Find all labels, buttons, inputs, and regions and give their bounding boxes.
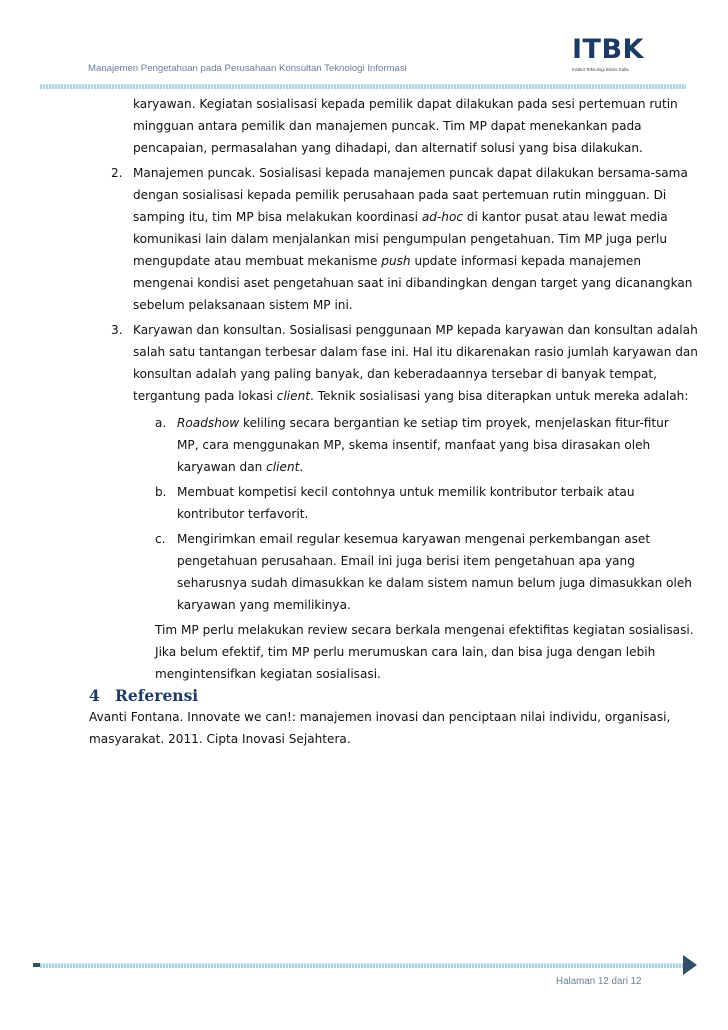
- section-title: Referensi: [115, 686, 199, 705]
- reference-line: masyarakat. 2011. Cipta Inovasi Sejahtera.: [89, 732, 351, 746]
- paragraph-line: dengan sosialisasi kepada pemilik perusahaan pada saat pertemuan rutin mingguan. Di: [133, 188, 667, 202]
- paragraph-line: [133, 386, 688, 408]
- running-header-title: Manajemen Pengetahuan pada Perusahaan Konsultan Teknologi Informasi: [88, 63, 407, 74]
- list-letter: b.: [155, 485, 167, 499]
- section-number: 4: [89, 686, 100, 705]
- footer-rule-cap: [33, 963, 40, 967]
- footer-rule: [40, 963, 686, 968]
- italic-term: client: [276, 389, 311, 403]
- list-number: 2.: [111, 166, 123, 180]
- paragraph-line: mingguan antara pemilik dan manajemen puncak. Tim MP dapat menekankan pada: [133, 119, 642, 133]
- text-span: keliling secara bergantian ke setiap tim proyek, menjelaskan fitur-fitur: [239, 416, 669, 430]
- paragraph-line: konsultan adalah yang paling banyak, dan keberadaannya tersebar di banyak tempat,: [133, 367, 657, 381]
- italic-term: Roadshow: [177, 416, 240, 430]
- paragraph-line: pengetahuan perusahaan. Email ini juga berisi item pengetahuan apa yang: [177, 554, 635, 568]
- text-span: karyawan dan: [177, 460, 267, 474]
- paragraph-line: pencapaian, permasalahan yang dihadapi, dan alternatif solusi yang bisa dilakukan.: [133, 141, 643, 155]
- italic-term: client: [266, 460, 300, 474]
- paragraph-line: karyawan yang memilikinya.: [177, 598, 351, 612]
- paragraph-line: [177, 457, 303, 479]
- text-span: update informasi kepada manajemen: [414, 254, 642, 268]
- paragraph-line: komunikasi lain dalam menjalankan misi pengumpulan pengetahuan. Tim MP juga perlu: [133, 232, 668, 246]
- paragraph-line: Manajemen puncak. Sosialisasi kepada manajemen puncak dapat dilakukan bersama-sama: [133, 166, 688, 180]
- paragraph-line: Jika belum efektif, tim MP perlu merumuskan cara lain, dan bisa juga dengan lebih: [155, 645, 656, 659]
- paragraph-line: seharusnya sudah dimasukkan ke dalam sistem namun belum juga dimasukkan oleh: [177, 576, 692, 590]
- italic-term: ad-hoc: [421, 210, 463, 224]
- paragraph-line: Membuat kompetisi kecil contohnya untuk memilik kontributor terbaik atau: [177, 485, 635, 499]
- paragraph-line: [177, 413, 669, 435]
- text-span: . Teknik sosialisasi yang bisa diterapkan untuk mereka adalah:: [310, 389, 689, 403]
- paragraph-line: MP, cara menggunakan MP, skema insentif, manfaat yang bisa dirasakan oleh: [177, 438, 651, 452]
- text-span: mengupdate atau membuat mekanisme: [133, 254, 378, 268]
- paragraph-line: sebelum pelaksanaan sistem MP ini.: [133, 298, 353, 312]
- text-span: di kantor pusat atau lewat media: [466, 210, 668, 224]
- paragraph-line: Karyawan dan konsultan. Sosialisasi penggunaan MP kepada karyawan dan konsultan adalah: [133, 323, 698, 337]
- reference-line: Avanti Fontana. Innovate we can!: manajemen inovasi dan penciptaan nilai individu, organisasi,: [89, 710, 671, 724]
- header-rule: [40, 84, 686, 89]
- list-letter: a.: [155, 416, 167, 430]
- paragraph-line: mengenai kondisi aset pengetahuan saat ini dibandingkan dengan target yang dicanangkan: [133, 276, 693, 290]
- logo-subtext: Institut Teknologi Bisnis Kalla: [572, 67, 629, 72]
- logo-wordmark: ITBK: [572, 34, 644, 65]
- page-number: Halaman 12 dari 12: [556, 976, 642, 987]
- text-span: .: [299, 460, 304, 474]
- section-heading: [89, 686, 198, 705]
- text-span: tergantung pada lokasi: [133, 389, 273, 403]
- paragraph-line: karyawan. Kegiatan sosialisasi kepada pemilik dapat dilakukan pada sesi pertemuan rutin: [133, 97, 678, 111]
- paragraph-line: [133, 207, 668, 229]
- paragraph-line: salah satu tantangan terbesar dalam fase ini. Hal itu dikarenakan rasio jumlah karyawan dan: [133, 345, 698, 359]
- paragraph-line: [133, 251, 641, 273]
- italic-term: push: [381, 254, 411, 268]
- paragraph-line: kontributor terfavorit.: [177, 507, 309, 521]
- list-number: 3.: [111, 323, 123, 337]
- list-letter: c.: [155, 532, 166, 546]
- paragraph-line: mengintensifkan kegiatan sosialisasi.: [155, 667, 381, 681]
- arrow-right-icon: [683, 955, 697, 975]
- paragraph-line: Tim MP perlu melakukan review secara berkala mengenai efektifitas kegiatan sosialisasi.: [155, 623, 694, 637]
- itbk-logo: [566, 34, 674, 78]
- text-span: samping itu, tim MP bisa melakukan koordinasi: [133, 210, 418, 224]
- paragraph-line: Mengirimkan email regular kesemua karyawan mengenai perkembangan aset: [177, 532, 651, 546]
